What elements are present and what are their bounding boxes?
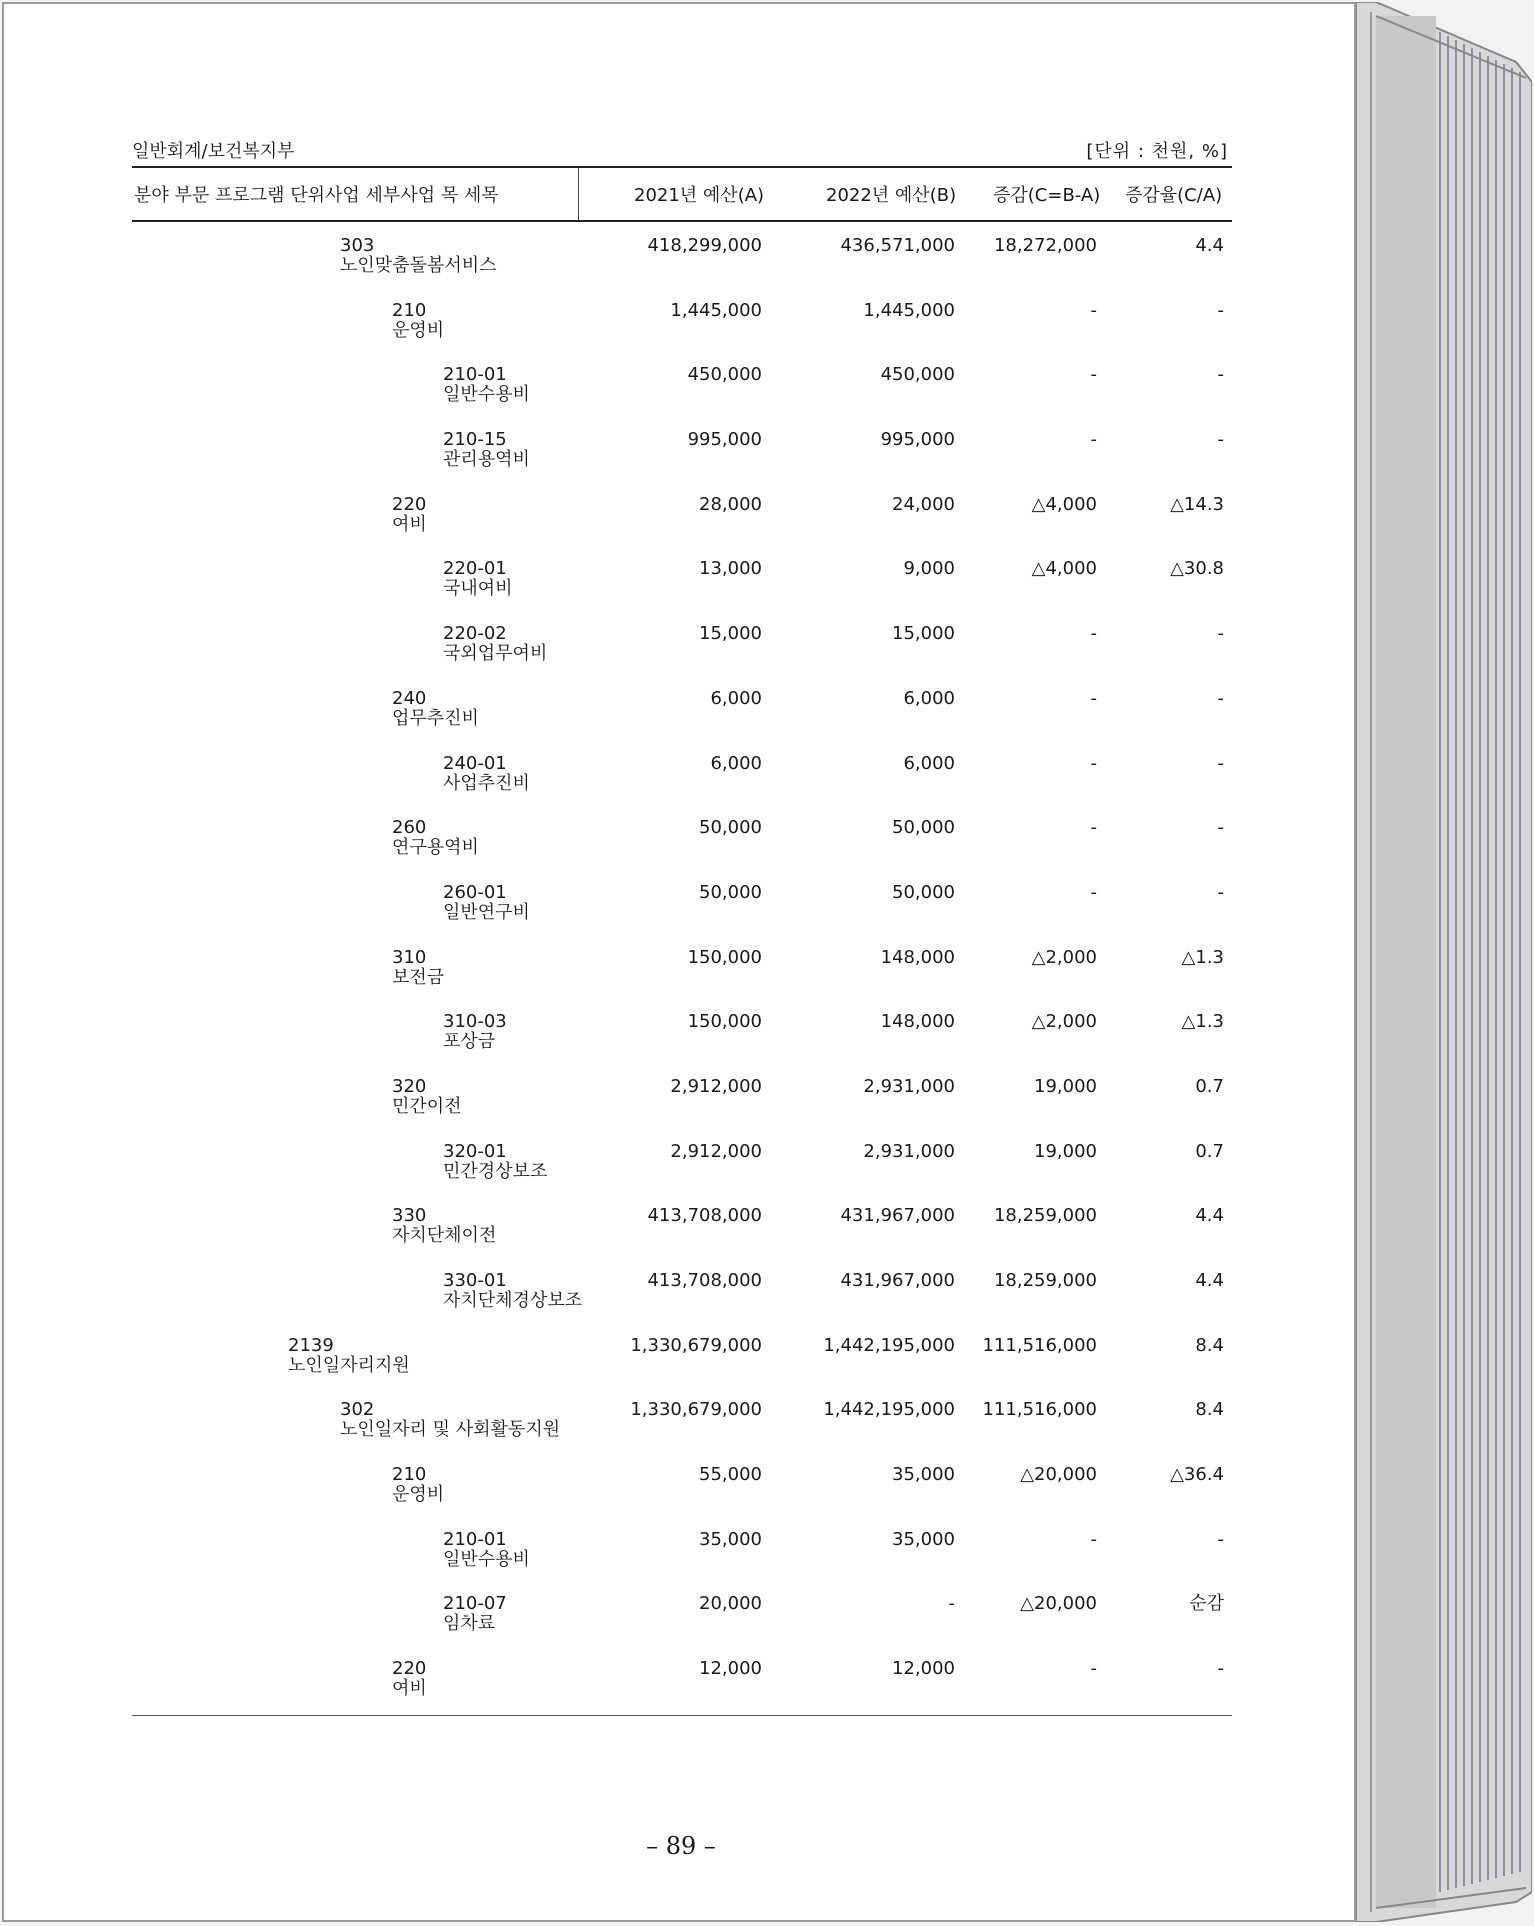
row-change: -	[1090, 623, 1097, 645]
row-code: 210	[392, 1464, 427, 1486]
row-change-rate: -	[1217, 364, 1224, 386]
row-2022-budget: 50,000	[892, 817, 955, 839]
row-2022-budget: -	[948, 1593, 955, 1615]
row-2022-budget: 2,931,000	[863, 1140, 955, 1162]
row-2021-budget: 1,330,679,000	[630, 1399, 762, 1421]
row-change: △4,000	[1031, 493, 1097, 515]
row-name: 임차료	[443, 1613, 496, 1635]
row-name: 여비	[392, 1678, 427, 1700]
row-change: -	[1090, 429, 1097, 451]
row-change: △20,000	[1020, 1464, 1097, 1486]
account-title: 일반회계/보건복지부	[132, 141, 295, 162]
row-2022-budget: 35,000	[892, 1528, 955, 1550]
row-2022-budget: 450,000	[880, 364, 955, 386]
row-change-rate: 0.7	[1195, 1140, 1224, 1162]
row-2021-budget: 20,000	[699, 1593, 762, 1615]
row-code: 330	[392, 1205, 427, 1227]
row-2021-budget: 2,912,000	[670, 1075, 762, 1097]
row-2021-budget: 15,000	[699, 623, 762, 645]
row-2021-budget: 150,000	[687, 1011, 762, 1033]
row-code: 220-02	[443, 623, 507, 645]
row-name: 국외업무여비	[443, 643, 548, 665]
row-change-rate: 4.4	[1195, 1270, 1224, 1291]
row-2022-budget: 431,967,000	[840, 1205, 955, 1227]
row-change: -	[1090, 817, 1097, 839]
row-name: 일반수용비	[443, 384, 530, 406]
row-2022-budget: 12,000	[892, 1658, 955, 1680]
row-name: 사업추진비	[443, 772, 530, 794]
row-name: 노인일자리 및 사회활동지원	[340, 1419, 561, 1441]
row-2022-budget: 35,000	[892, 1464, 955, 1486]
row-2022-budget: 995,000	[880, 429, 955, 451]
table-row	[132, 1451, 1232, 1516]
row-code: 302	[340, 1399, 375, 1421]
row-name: 여비	[392, 513, 427, 535]
row-2022-budget: 15,000	[892, 623, 955, 645]
budget-page	[2, 2, 1356, 1922]
row-change-rate: △14.3	[1170, 493, 1224, 515]
row-2022-budget: 50,000	[892, 881, 955, 903]
row-code: 210-01	[443, 1528, 507, 1550]
row-name: 국내여비	[443, 578, 513, 600]
table-row	[132, 1128, 1232, 1193]
row-change: △2,000	[1031, 946, 1097, 968]
row-change: 111,516,000	[982, 1399, 1097, 1421]
row-change: △4,000	[1031, 558, 1097, 580]
row-code: 330-01	[443, 1270, 507, 1291]
table-body	[132, 222, 1232, 1710]
row-change: 18,259,000	[993, 1270, 1097, 1291]
row-2022-budget: 148,000	[880, 1011, 955, 1033]
row-2022-budget: 431,967,000	[840, 1270, 955, 1291]
unit-label: [단위 : 천원, %]	[1086, 141, 1228, 162]
row-change-rate: -	[1217, 1658, 1224, 1680]
row-2022-budget: 1,442,195,000	[823, 1334, 955, 1356]
table-row	[132, 1063, 1232, 1128]
row-name: 관리용역비	[443, 449, 530, 471]
row-code: 210-01	[443, 364, 507, 386]
page-header	[132, 137, 1230, 163]
row-change-rate: 8.4	[1195, 1399, 1224, 1421]
row-name: 노인일자리지원	[288, 1354, 410, 1376]
row-change: -	[1090, 687, 1097, 709]
row-change-rate: -	[1217, 881, 1224, 903]
row-2021-budget: 6,000	[710, 687, 762, 709]
row-code: 220-01	[443, 558, 507, 580]
row-code: 303	[340, 235, 375, 256]
budget-table	[132, 166, 1232, 1710]
row-name: 연구용역비	[392, 837, 479, 859]
table-row	[132, 1322, 1232, 1387]
table-row	[132, 222, 1232, 287]
row-change-rate: △30.8	[1170, 558, 1224, 580]
row-change-rate: -	[1217, 429, 1224, 451]
table-row	[132, 481, 1232, 546]
row-code: 210-15	[443, 429, 507, 451]
row-name: 포상금	[443, 1031, 496, 1053]
row-code: 260-01	[443, 881, 507, 903]
row-2021-budget: 12,000	[699, 1658, 762, 1680]
row-code: 220	[392, 493, 427, 515]
table-bottom-rule	[132, 1715, 1232, 1716]
row-2021-budget: 2,912,000	[670, 1140, 762, 1162]
row-2021-budget: 1,445,000	[670, 299, 762, 321]
row-change-rate: -	[1217, 687, 1224, 709]
row-change-rate: △1.3	[1181, 946, 1224, 968]
row-2022-budget: 6,000	[903, 687, 955, 709]
row-change-rate: 8.4	[1195, 1334, 1224, 1356]
header-2022-budget: 2022년 예산(B)	[826, 185, 957, 206]
row-change-rate: 순감	[1189, 1593, 1224, 1615]
row-2022-budget: 2,931,000	[863, 1075, 955, 1097]
row-2021-budget: 35,000	[699, 1528, 762, 1550]
header-change-rate: 증감율(C/A)	[1125, 185, 1223, 206]
table-row	[132, 934, 1232, 999]
row-change: -	[1090, 752, 1097, 774]
row-name: 운영비	[392, 1484, 445, 1506]
row-name: 민간경상보조	[443, 1160, 548, 1182]
header-hierarchy: 분야 부문 프로그램 단위사업 세부사업 목 세목	[134, 185, 499, 206]
row-change-rate: -	[1217, 817, 1224, 839]
row-name: 보전금	[392, 966, 445, 988]
row-change: -	[1090, 299, 1097, 321]
table-row	[132, 869, 1232, 934]
table-row	[132, 287, 1232, 352]
header-2021-budget: 2021년 예산(A)	[634, 185, 765, 206]
row-change-rate: -	[1217, 1528, 1224, 1550]
table-row	[132, 351, 1232, 416]
row-name: 자치단체이전	[392, 1225, 497, 1247]
table-row	[132, 416, 1232, 481]
row-2021-budget: 50,000	[699, 881, 762, 903]
row-name: 민간이전	[392, 1095, 462, 1117]
row-change-rate: 4.4	[1195, 235, 1224, 256]
table-row	[132, 610, 1232, 675]
row-code: 310	[392, 946, 427, 968]
row-2022-budget: 9,000	[903, 558, 955, 580]
row-change-rate: -	[1217, 299, 1224, 321]
row-change: 18,259,000	[993, 1205, 1097, 1227]
table-row	[132, 804, 1232, 869]
row-code: 220	[392, 1658, 427, 1680]
row-code: 320-01	[443, 1140, 507, 1162]
row-change: -	[1090, 364, 1097, 386]
row-2021-budget: 6,000	[710, 752, 762, 774]
row-change-rate: 4.4	[1195, 1205, 1224, 1227]
table-row	[132, 1580, 1232, 1645]
table-row	[132, 740, 1232, 805]
row-2022-budget: 1,445,000	[863, 299, 955, 321]
row-code: 240	[392, 687, 427, 709]
row-change: -	[1090, 1658, 1097, 1680]
header-divider	[578, 168, 579, 220]
table-row	[132, 1386, 1232, 1451]
row-change: -	[1090, 881, 1097, 903]
row-code: 320	[392, 1075, 427, 1097]
row-2021-budget: 413,708,000	[647, 1270, 762, 1291]
row-code: 310-03	[443, 1011, 507, 1033]
row-2021-budget: 13,000	[699, 558, 762, 580]
row-name: 일반연구비	[443, 901, 530, 923]
table-row	[132, 1192, 1232, 1257]
row-name: 운영비	[392, 319, 445, 341]
table-row	[132, 545, 1232, 610]
row-code: 260	[392, 817, 427, 839]
row-code: 240-01	[443, 752, 507, 774]
row-change: △20,000	[1020, 1593, 1097, 1615]
row-name: 자치단체경상보조	[443, 1290, 583, 1311]
row-2021-budget: 450,000	[687, 364, 762, 386]
row-change: -	[1090, 1528, 1097, 1550]
row-2022-budget: 1,442,195,000	[823, 1399, 955, 1421]
row-change: △2,000	[1031, 1011, 1097, 1033]
row-2022-budget: 24,000	[892, 493, 955, 515]
row-change: 18,272,000	[993, 235, 1097, 256]
row-change-rate: △36.4	[1170, 1464, 1224, 1486]
table-row	[132, 1645, 1232, 1710]
row-change-rate: -	[1217, 623, 1224, 645]
row-2021-budget: 50,000	[699, 817, 762, 839]
book-pages-edge-graphic	[1356, 2, 1532, 1922]
row-code: 2139	[288, 1334, 334, 1356]
table-row	[132, 1257, 1232, 1322]
header-change: 증감(C=B-A)	[993, 185, 1101, 206]
row-2021-budget: 418,299,000	[647, 235, 762, 256]
row-name: 업무추진비	[392, 707, 479, 729]
table-row	[132, 998, 1232, 1063]
row-code: 210	[392, 299, 427, 321]
row-code: 210-07	[443, 1593, 507, 1615]
row-2021-budget: 413,708,000	[647, 1205, 762, 1227]
row-2022-budget: 148,000	[880, 946, 955, 968]
row-change: 19,000	[1034, 1075, 1097, 1097]
row-change-rate: 0.7	[1195, 1075, 1224, 1097]
row-change-rate: △1.3	[1181, 1011, 1224, 1033]
row-2022-budget: 436,571,000	[840, 235, 955, 256]
row-2021-budget: 995,000	[687, 429, 762, 451]
row-change: 111,516,000	[982, 1334, 1097, 1356]
row-name: 노인맞춤돌봄서비스	[340, 255, 497, 276]
table-header	[132, 166, 1232, 222]
row-change: 19,000	[1034, 1140, 1097, 1162]
row-2022-budget: 6,000	[903, 752, 955, 774]
table-row	[132, 1516, 1232, 1581]
row-2021-budget: 55,000	[699, 1464, 762, 1486]
row-name: 일반수용비	[443, 1548, 530, 1570]
row-2021-budget: 28,000	[699, 493, 762, 515]
row-2021-budget: 1,330,679,000	[630, 1334, 762, 1356]
table-row	[132, 675, 1232, 740]
page-number: – 89 –	[646, 1832, 716, 1860]
row-change-rate: -	[1217, 752, 1224, 774]
row-2021-budget: 150,000	[687, 946, 762, 968]
